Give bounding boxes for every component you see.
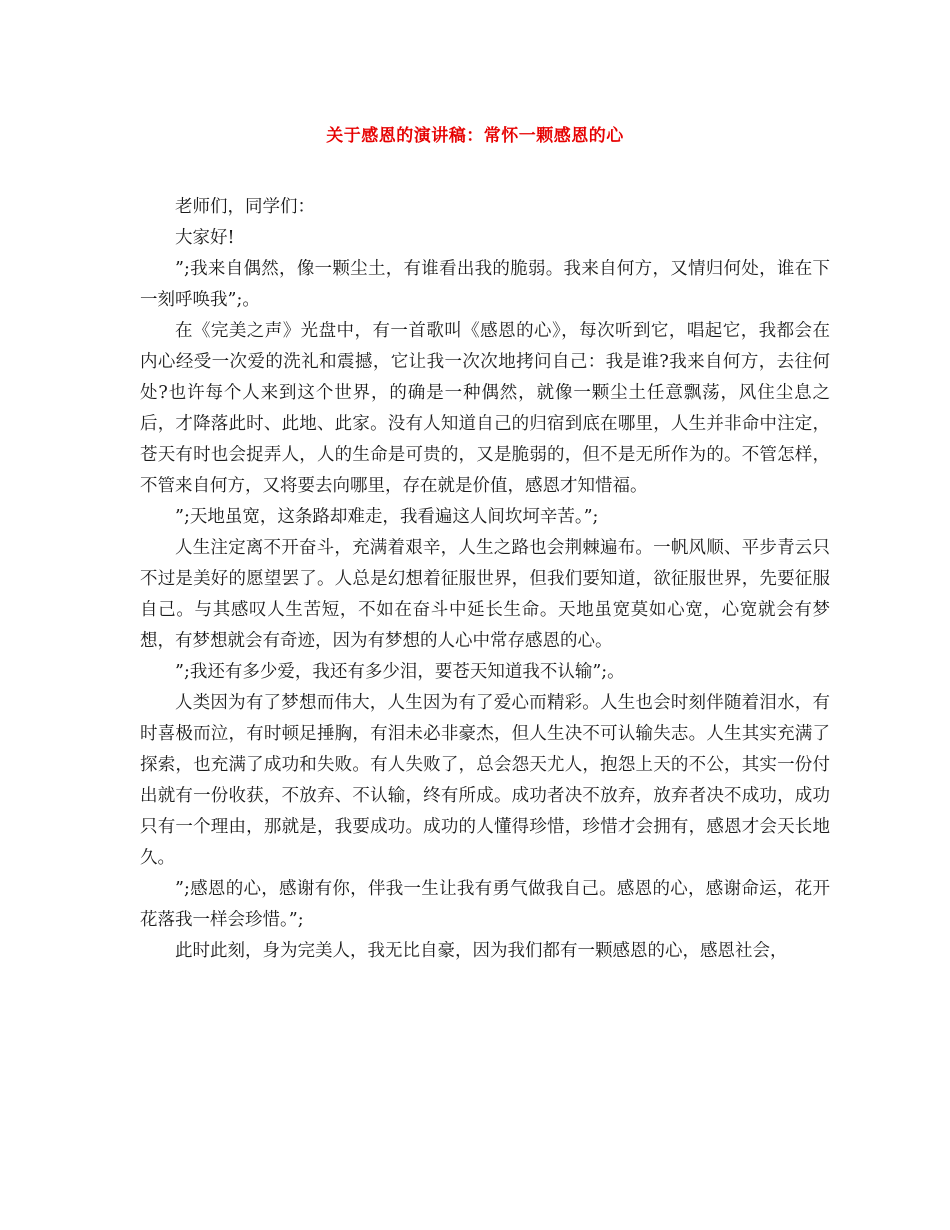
document-body xyxy=(140,192,830,967)
document-title: 关于感恩的演讲稿：常怀一颗感恩的心 xyxy=(326,126,624,146)
paragraph-greeting: 老师们，同学们： xyxy=(175,197,315,217)
paragraph-body-3: 人类因为有了梦想而伟大，人生因为有了爱心而精彩。人生也会时刻伴随着泪水，有时喜极而泣，有时顿足捶胸，有泪未必非豪杰，但人生决不可认输失志。人生其实充满了探索，也充满了成功和失败。有人失败了，总会怨天尤人，抱怨上天的不公，其实一份付出就有一份收获，不放弃、不认输，终有所成。成功者决不放弃，放弃者决不成功，成功只有一个理由，那就是，我要成功。成功的人懂得珍惜，珍惜才会拥有，感恩才会天长地久。 xyxy=(140,693,830,868)
paragraph-lyric-2: ”;天地虽宽，这条路却难走，我看遍这人间坎坷辛苦。”; xyxy=(175,507,599,527)
paragraph-lyric-4: ”;感恩的心，感谢有你，伴我一生让我有勇气做我自己。感恩的心，感谢命运，花开花落我一样会珍惜。”; xyxy=(140,879,830,930)
paragraph-hello: 大家好! xyxy=(175,228,235,248)
paragraph-lyric-3: ”;我还有多少爱，我还有多少泪，要苍天知道我不认输”;。 xyxy=(175,662,625,682)
paragraph-body-1: 在《完美之声》光盘中，有一首歌叫《感恩的心》，每次听到它，唱起它，我都会在内心经受一次爱的洗礼和震撼，它让我一次次地拷问自己：我是谁?我来自何方，去往何处?也许每个人来到这个世界，的确是一种偶然，就像一颗尘土任意飘荡，风住尘息之后，才降落此时、此地、此家。没有人知道自己的归宿到底在哪里，人生并非命中注定，苍天有时也会捉弄人，人的生命是可贵的，又是脆弱的，但不是无所作为的。不管怎样，不管来自何方，又将要去向哪里，存在就是价值，感恩才知惜福。 xyxy=(140,321,830,496)
paragraph-body-4: 此时此刻，身为完美人，我无比自豪，因为我们都有一颗感恩的心，感恩社会， xyxy=(175,941,788,961)
paragraph-lyric-1: ”;我来自偶然，像一颗尘土，有谁看出我的脆弱。我来自何方，又情归何处，谁在下一刻呼唤我”;。 xyxy=(140,259,830,310)
paragraph-body-2: 人生注定离不开奋斗，充满着艰辛，人生之路也会荆棘遍布。一帆风顺、平步青云只不过是美好的愿望罢了。人总是幻想着征服世界，但我们要知道，欲征服世界，先要征服自己。与其感叹人生苦短，不如在奋斗中延长生命。天地虽宽莫如心宽，心宽就会有梦想，有梦想就会有奇迹，因为有梦想的人心中常存感恩的心。 xyxy=(140,538,830,651)
